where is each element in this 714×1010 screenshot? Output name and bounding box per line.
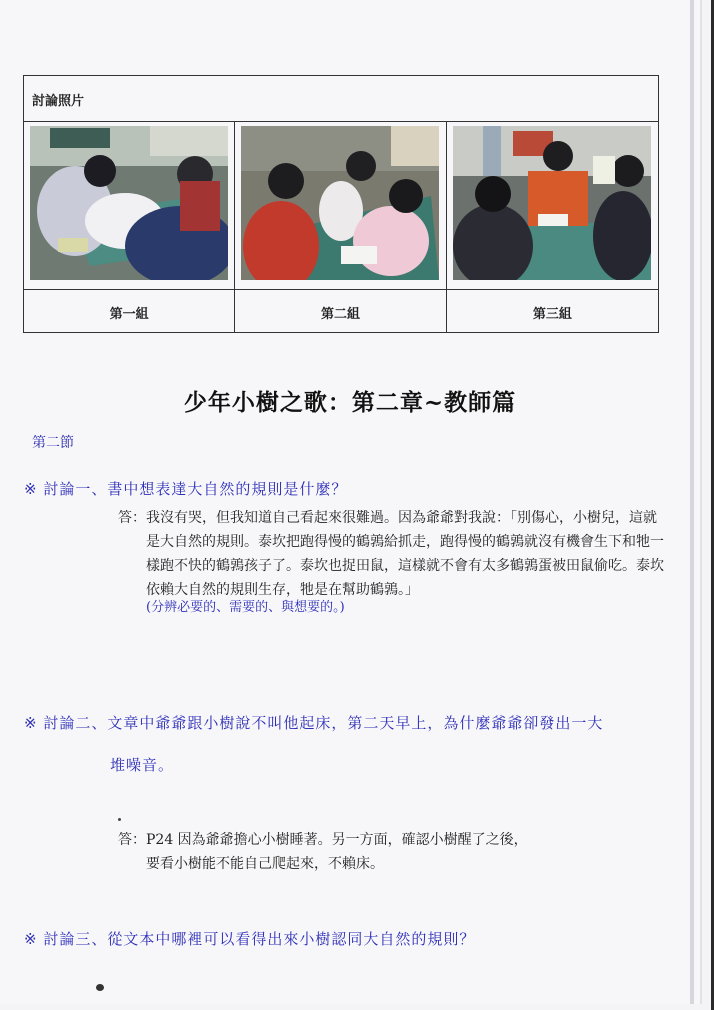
photo-cell-group-2 (235, 122, 446, 289)
photo-table-header: 討論照片 (24, 76, 658, 122)
discussion-photo-table (23, 75, 659, 333)
group-1-label: 第一組 (24, 290, 235, 333)
question-3: ※ 討論三、從文本中哪裡可以看得出來小樹認同大自然的規則？ (24, 930, 476, 948)
answer-1-note: (分辨必要的、需要的、與想要的。) (146, 600, 345, 615)
group-3-photo (453, 126, 651, 280)
ink-speck (96, 984, 104, 991)
answer-2-line-2: 要看小樹能不能自己爬起來，不賴床。 (146, 856, 384, 872)
answer-1-line-4: 依賴大自然的規則生存，牠是在幫助鶴鶉。」 (146, 582, 419, 598)
ink-dot (118, 818, 121, 821)
page-edge (690, 0, 694, 1004)
answer-1-line-3: 樣跑不快的鶴鶉孩子了。泰坎也捉田鼠，這樣就不會有太多鶴鶉蛋被田鼠偷吃。泰坎 (146, 558, 664, 574)
answer-1-line-1: 答：我沒有哭，但我知道自己看起來很難過。因為爺爺對我說：「別傷心，小樹兒，這就 (118, 510, 657, 526)
answer-1-line-2: 是大自然的規則。泰坎把跑得慢的鶴鶉給抓走，跑得慢的鶴鶉就沒有機會生下和牠一 (146, 534, 664, 550)
page-title: 少年小樹之歌：第二章~教師篇 (183, 389, 517, 416)
answer-2-line-1: 答：P24 因為爺爺擔心小樹睡著。另一方面，確認小樹醒了之後， (118, 832, 528, 848)
photo-cell-group-3 (447, 122, 658, 289)
section-heading: 第二節 (32, 435, 74, 451)
group-label-row (24, 290, 658, 333)
group-2-photo (241, 126, 439, 280)
question-2-line-2: 堆噪音。 (110, 756, 175, 774)
group-2-label: 第二組 (235, 290, 446, 333)
question-2-line-1: ※ 討論二、文章中爺爺跟小樹說不叫他起床，第二天早上，為什麼爺爺卻發出一大 (24, 714, 604, 732)
answer-1 (118, 506, 664, 602)
group-3-label: 第三組 (532, 307, 572, 322)
answer-2 (118, 828, 528, 876)
group-1-photo (30, 126, 228, 280)
question-1: ※ 討論一、書中想表達大自然的規則是什麼？ (24, 480, 348, 498)
photo-row (24, 122, 658, 290)
photo-cell-group-1 (24, 122, 235, 289)
